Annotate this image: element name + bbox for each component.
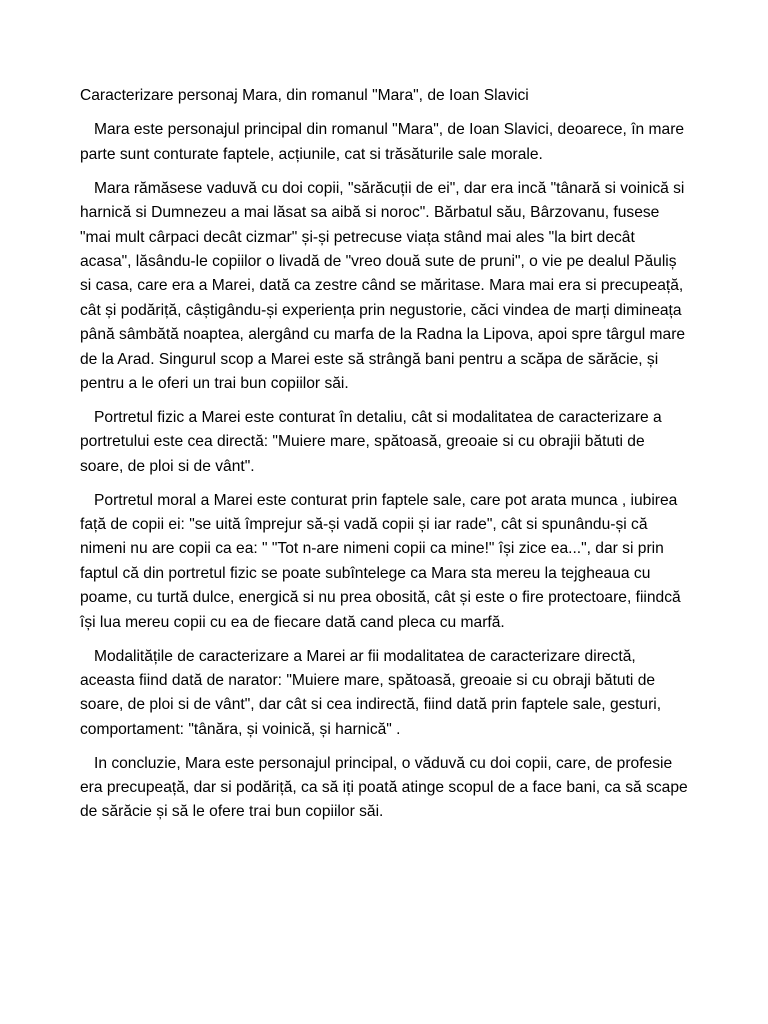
document-body [80, 84, 690, 834]
paragraph-conclusion: In concluzie, Mara este personajul principal, o văduvă cu doi copii, care, de profesie era precupeață, dar si podăriță, ca să iți poată atinge scopul de a face bani, ca să scape de sărăcie și să le ofere trai bun copiilor săi. [80, 754, 688, 821]
document-title: Caracterizare personaj Mara, din romanul "Mara", de Ioan Slavici [80, 87, 529, 104]
paragraph-physical-portrait: Portretul fizic a Marei este conturat în detaliu, cât si modalitatea de caracterizare a portretului este cea directă: "Muiere mare, spătoasă, greoaie si cu obrajii bătuti de soare, de ploi si de vânt". [80, 408, 662, 475]
paragraph-introduction: Mara este personajul principal din romanul "Mara", de Ioan Slavici, deoarece, în mare parte sunt conturate faptele, acțiunile, cat si trăsăturile sale morale. [80, 121, 685, 163]
paragraph-moral-portrait: Portretul moral a Marei este conturat prin faptele sale, care pot arata munca , iubirea față de copii ei: "se uită împrejur să-și vadă copii și iar rade", cât si spunându-și că nimeni nu are copii ca ea: " "Tot n-are nimeni copii ca mine!" își zice ea...", dar si prin faptul că din portretul fizic se poate subîntelege ca Mara sta mereu la tejgheaua cu poame, cu turtă dulce, energică si nu prea obosită, cât și este o fire protectoare, fiindcă își lua mereu copii cu ea de fiecare dată cand pleca cu marfă. [80, 491, 681, 631]
paragraph-characterization-methods: Modalitățile de caracterizare a Marei ar fii modalitatea de caracterizare directă, aceasta fiind dată de narator: "Muiere mare, spătoasă, greoaie si cu obraji bătuti de soare, de ploi si de vânt", dar cât si cea indirectă, fiind dată prin faptele sale, gesturi, comportament: "tânăra, și voinică, și harnică" . [80, 647, 662, 738]
paragraph-biography: Mara rămăsese vaduvă cu doi copii, "sărăcuții de ei", dar era incă "tânară si voinică si harnică si Dumnezeu a mai lăsat sa aibă si noroc". Bărbatul său, Bârzovanu, fusese "mai mult cârpaci decât cizmar" și-și petrecuse viața stând mai ales "la birt decât acasa", lăsându-le copiilor o livadă de "vreo două sute de pruni", o vie pe dealul Păuliș si casa, care era a Marei, dată ca zestre când se măritase. Mara mai era si precupeață, cât și podăriță, câștigându-și experiența prin negustorie, căci vindea de marți dimineața până sâmbătă noaptea, alergând cu marfa de la Radna la Lipova, apoi spre târgul mare de la Arad. Singurul scop a Marei este să strângă bani pentru a scăpa de sărăcie, și pentru a le oferi un trai bun copiilor săi. [80, 179, 686, 392]
